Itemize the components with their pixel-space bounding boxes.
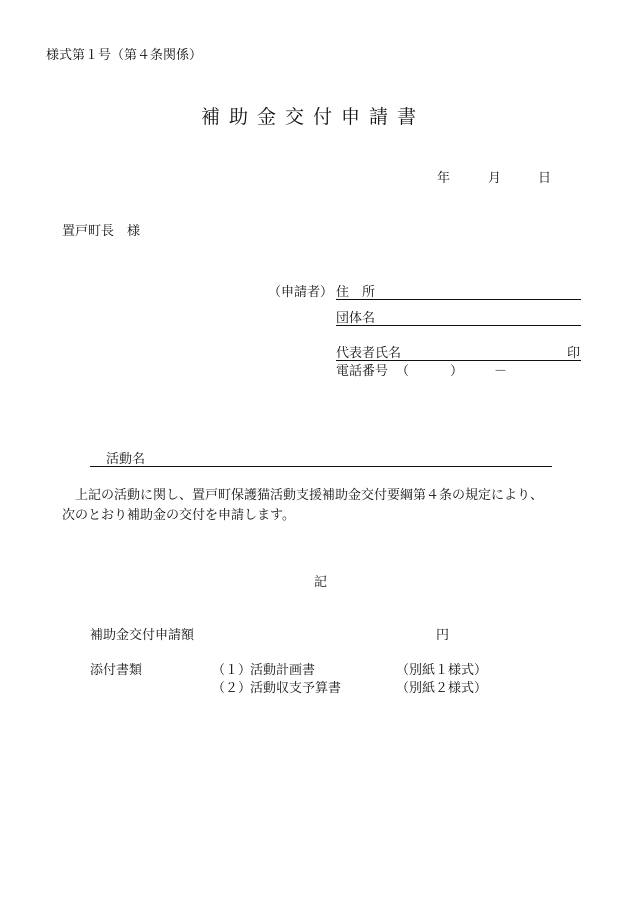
- phone-dash: －: [494, 364, 508, 379]
- phone-close-paren: ）: [450, 364, 464, 379]
- phone-open-paren: （: [396, 364, 410, 379]
- amount-unit: 円: [436, 628, 450, 643]
- address-field-line[interactable]: [336, 299, 581, 300]
- body-line-2: 次のとおり補助金の交付を申請します。: [62, 508, 295, 523]
- document-title: 補助金交付申請書: [201, 106, 426, 128]
- form-number: 様式第１号（第４条関係）: [46, 48, 203, 63]
- attachment-name: 活動計画書: [250, 663, 316, 678]
- representative-field-line[interactable]: [336, 360, 581, 361]
- attachment-num: （２）: [212, 681, 252, 696]
- phone-label: 電話番号: [336, 364, 389, 379]
- org-name-field-line[interactable]: [336, 325, 581, 326]
- activity-name-label: 活動名: [106, 452, 146, 467]
- date-day: 日: [538, 171, 552, 186]
- activity-name-field-line[interactable]: [90, 466, 552, 467]
- date-month: 月: [488, 171, 502, 186]
- attachment-num: （１）: [212, 663, 252, 678]
- seal-mark: 印: [567, 346, 581, 361]
- body-line-1: 上記の活動に関し、置戸町保護猫活動支援補助金交付要綱第４条の規定により、: [75, 488, 544, 503]
- amount-label: 補助金交付申請額: [90, 628, 195, 643]
- attachment-name: 活動収支予算書: [250, 681, 342, 696]
- ki-heading: 記: [314, 575, 328, 590]
- body-paragraph: [62, 486, 602, 526]
- addressee: 置戸町長 様: [62, 224, 141, 239]
- attachment-form: （別紙１様式）: [396, 663, 488, 678]
- attachments-label: 添付書類: [90, 663, 143, 678]
- date-year: 年: [437, 171, 451, 186]
- applicant-label: （申請者）: [268, 285, 334, 300]
- address-label: 住 所: [336, 285, 376, 300]
- attachment-form: （別紙２様式）: [396, 681, 488, 696]
- org-name-label: 団体名: [336, 311, 376, 326]
- representative-label: 代表者氏名: [336, 346, 402, 361]
